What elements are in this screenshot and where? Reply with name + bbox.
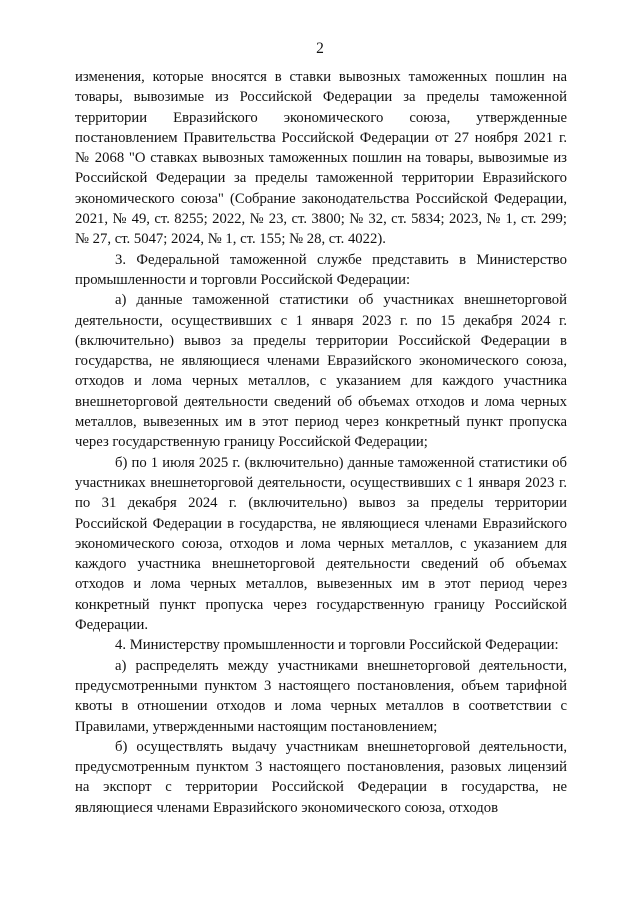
paragraph-continuation: изменения, которые вносятся в ставки вывозных таможенных пошлин на товары, вывозимые из Российской Федерации за пределы таможенной территории Евразийского экономического союза, утвержденные постановлением Правительства Российской Федерации от 27 ноября 2021 г. № 2068 "О ставках вывозных таможенных пошлин на товары, вывозимые из Российской Федерации за пределы таможенной территории Евразийского экономического союза" (Собрание законодательства Российской Федерации, 2021, № 49, ст. 8255; 2022, № 23, ст. 3800; № 32, ст. 5834; 2023, № 1, ст. 299; № 27, ст. 5047; 2024, № 1, ст. 155; № 28, ст. 4022).: [75, 69, 567, 248]
paragraph-item-4a: а) распределять между участниками внешнеторговой деятельности, предусмотренными пунктом 3 настоящего постановления, объем тарифной квоты в отношении отходов и лома черных металлов в соответствии с Правилами, утвержденными настоящим постановлением;: [75, 657, 567, 735]
document-body: [75, 67, 567, 818]
paragraph-item-3: 3. Федеральной таможенной службе представить в Министерство промышленности и торговли Российской Федерации:: [75, 251, 567, 288]
paragraph-item-3a: а) данные таможенной статистики об участниках внешнеторговой деятельности, осуществивших с 1 января 2023 г. по 15 декабря 2024 г. (включительно) вывоз за пределы территории Российской Федерации в государства, не являющиеся членами Евразийского экономического союза, отходов и лома черных металлов, с указанием для каждого участника внешнеторговой деятельности сведений об объемах отходов и лома черных металлов, вывезенных им в этот период через конкретный пункт пропуска через государственную границу Российской Федерации;: [75, 292, 567, 451]
page-number: 2: [316, 40, 324, 57]
paragraph-item-4b: б) осуществлять выдачу участникам внешнеторговой деятельности, предусмотренным пунктом 3 настоящего постановления, разовых лицензий на экспорт с территории Российской Федерации в государства, не являющиеся членами Евразийского экономического союза, отходов: [75, 738, 567, 816]
paragraph-item-3b: б) по 1 июля 2025 г. (включительно) данные таможенной статистики об участниках внешнеторговой деятельности, осуществивших с 1 января 2023 г. по 31 декабря 2024 г. (включительно) вывоз за пределы территории Российской Федерации в государства, не являющиеся членами Евразийского экономического союза, отходов и лома черных металлов, с указанием для каждого участника внешнеторговой деятельности сведений об объемах отходов и лома черных металлов, вывезенных им в этот период через конкретный пункт пропуска через государственную границу Российской Федерации.: [75, 454, 567, 634]
paragraph-item-4: 4. Министерству промышленности и торговли Российской Федерации:: [115, 637, 559, 654]
